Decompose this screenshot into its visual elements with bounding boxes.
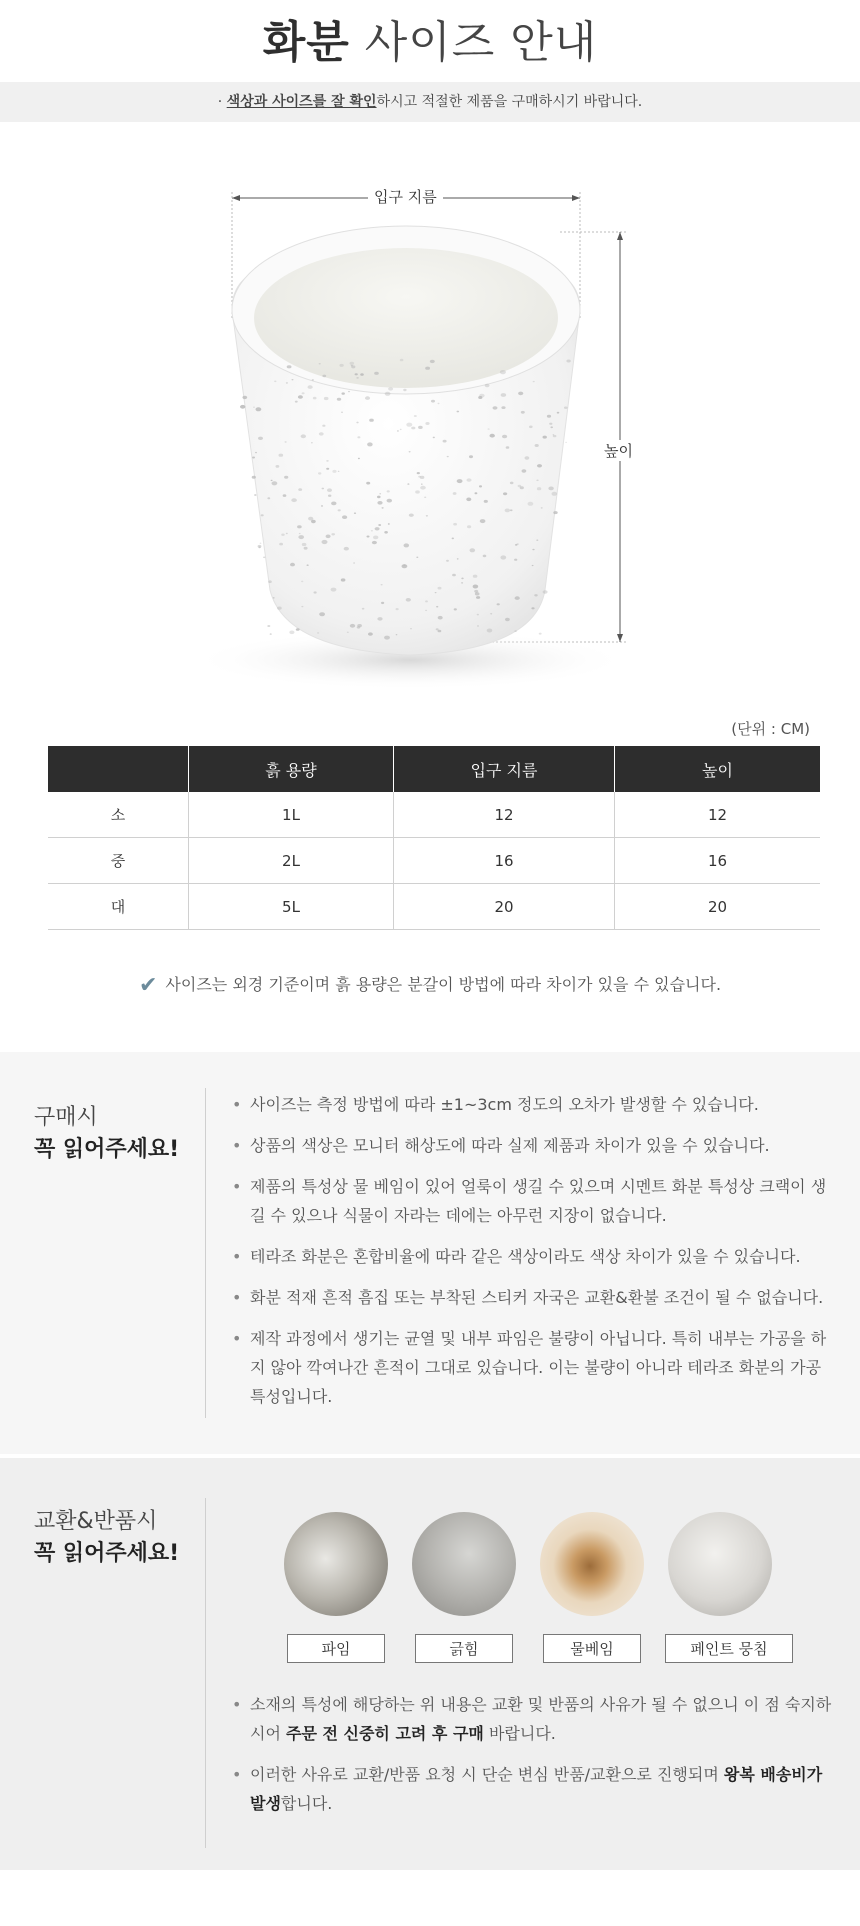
- list-item: • 사이즈는 측정 방법에 따라 ±1~3cm 정도의 오차가 발생할 수 있습니다.: [232, 1090, 832, 1119]
- return-notice-section: [0, 1458, 860, 1870]
- notice-emphasis: 색상과 사이즈를 잘 확인: [226, 94, 377, 110]
- table-header-cell: [48, 746, 189, 792]
- item-emphasis: 왕복 배송비가 발생: [250, 1765, 823, 1813]
- defect-gouge: [281, 1512, 391, 1663]
- table-row: [48, 792, 820, 838]
- list-item: [232, 1760, 832, 1818]
- purchase-notice-list: [232, 1090, 832, 1423]
- size-check-note: [0, 972, 860, 998]
- notice-rest: 하시고 적절한 제품을 구매하시기 바랍니다.: [376, 94, 643, 110]
- table-cell: 20: [394, 884, 615, 930]
- table-header-cell: 높이: [615, 746, 821, 792]
- gouge-sample-image: [284, 1512, 388, 1616]
- defect-water-stain: [537, 1512, 647, 1663]
- pot-illustration: [0, 160, 860, 700]
- table-cell: 대: [48, 884, 189, 930]
- table-cell: 1L: [189, 792, 394, 838]
- table-cell: 소: [48, 792, 189, 838]
- list-item: • 제작 과정에서 생기는 균열 및 내부 파임은 불량이 아닙니다. 특히 내부는 가공을 하지 않아 깍여나간 흔적이 그대로 있습니다. 이는 불량이 아니라 테라조 화분의 가공 특성입니다.: [232, 1324, 832, 1411]
- list-item: • 상품의 색상은 모니터 해상도에 따라 실제 제품과 차이가 있을 수 있습니다.: [232, 1131, 832, 1160]
- list-item: • 제품의 특성상 물 베임이 있어 얼룩이 생길 수 있으며 시멘트 화분 특성상 크랙이 생길 수 있으나 식물이 자라는 데에는 아무런 지장이 없습니다.: [232, 1172, 832, 1230]
- item-text: 합니다.: [280, 1794, 333, 1813]
- table-cell: 12: [394, 792, 615, 838]
- table-cell: 20: [615, 884, 821, 930]
- defect-label: 파임: [287, 1634, 385, 1663]
- title-bold: 화분: [262, 17, 350, 68]
- list-item: • 화분 적재 흔적 흠집 또는 부착된 스티커 자국은 교환&환불 조건이 될 수 없습니다.: [232, 1283, 832, 1312]
- table-cell: 16: [615, 838, 821, 884]
- item-text: 소재의 특성에 해당하는 위 내용은 교환 및 반품의 사유가 될 수 없으니 이 점 숙지하시어: [250, 1695, 832, 1743]
- return-notice-list: [232, 1690, 832, 1830]
- heading-line1: 교환&반품시: [34, 1509, 158, 1534]
- table-header-cell: 입구 지름: [394, 746, 615, 792]
- table-header-row: [48, 746, 820, 792]
- checkmark-icon: ✔: [138, 973, 158, 998]
- page-title: [0, 6, 860, 70]
- table-cell: 중: [48, 838, 189, 884]
- item-emphasis: 주문 전 신중히 고려 후 구매: [286, 1724, 484, 1743]
- defect-label: 페인트 뭉침: [665, 1634, 793, 1663]
- diameter-label: 입구 지름: [368, 186, 443, 207]
- paint-clump-sample-image: [668, 1512, 772, 1616]
- defect-label: 물베임: [543, 1634, 641, 1663]
- notice-prefix: ·: [217, 94, 227, 110]
- table-row: [48, 884, 820, 930]
- height-label: 높이: [598, 440, 639, 461]
- table-row: [48, 838, 820, 884]
- unit-note: (단위 : CM): [731, 720, 810, 738]
- heading-line2: 꼭 읽어주세요!: [34, 1137, 180, 1162]
- defect-paint-clump: [665, 1512, 775, 1663]
- purchase-notice-heading: [34, 1102, 179, 1166]
- section-divider: [205, 1088, 206, 1418]
- size-table: [48, 746, 820, 930]
- item-text: 바랍니다.: [483, 1724, 556, 1743]
- heading-line1: 구매시: [34, 1105, 98, 1130]
- water-stain-sample-image: [540, 1512, 644, 1616]
- table-cell: 12: [615, 792, 821, 838]
- table-cell: 16: [394, 838, 615, 884]
- return-notice-heading: [34, 1506, 179, 1570]
- table-header-cell: 흙 용량: [189, 746, 394, 792]
- defect-scratch: [409, 1512, 519, 1663]
- notice-bar: [0, 82, 860, 122]
- purchase-notice-section: [0, 1052, 860, 1454]
- table-cell: 5L: [189, 884, 394, 930]
- section-divider: [205, 1498, 206, 1848]
- heading-line2: 꼭 읽어주세요!: [34, 1541, 180, 1566]
- table-cell: 2L: [189, 838, 394, 884]
- list-item: • 테라조 화분은 혼합비율에 따라 같은 색상이라도 색상 차이가 있을 수 있습니다.: [232, 1242, 832, 1271]
- list-item: [232, 1690, 832, 1748]
- scratch-sample-image: [412, 1512, 516, 1616]
- defect-label: 긁힘: [415, 1634, 513, 1663]
- title-rest: 사이즈 안내: [364, 17, 598, 68]
- item-text: 이러한 사유로 교환/반품 요청 시 단순 변심 반품/교환으로 진행되며: [250, 1765, 724, 1784]
- size-check-text: 사이즈는 외경 기준이며 흙 용량은 분갈이 방법에 따라 차이가 있을 수 있습니다.: [165, 975, 722, 994]
